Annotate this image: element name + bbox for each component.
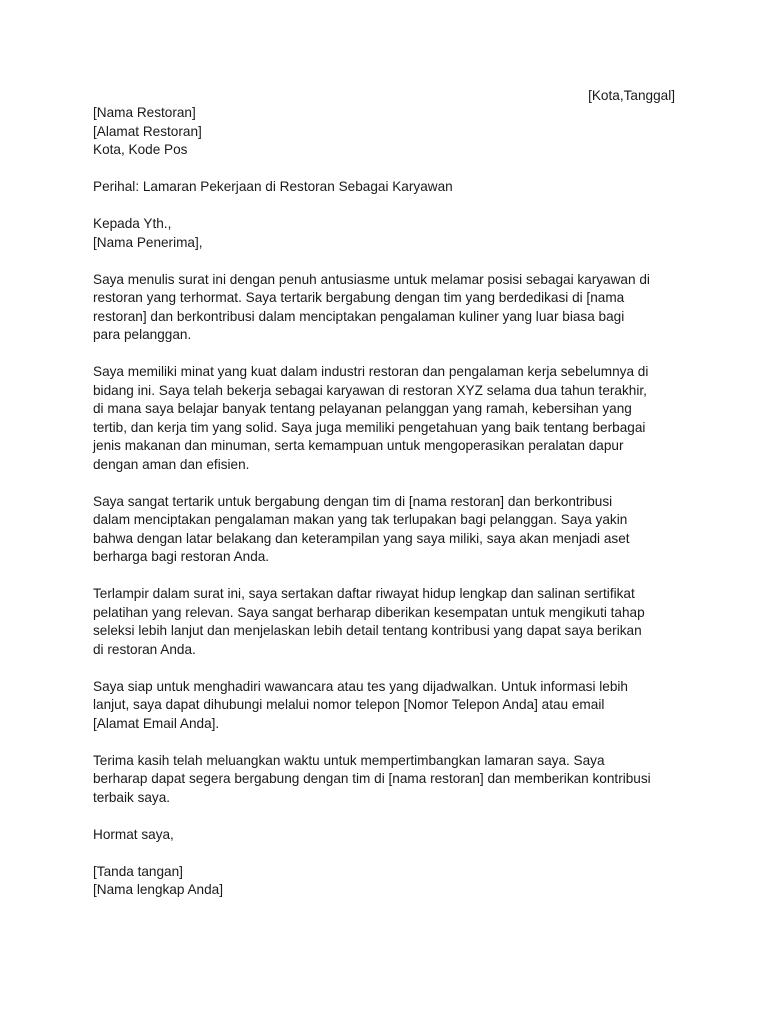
paragraph-line: di mana saya belajar banyak tentang pelayanan pelanggan yang ramah, kebersihan yang [93, 401, 632, 416]
paragraph-line: pelatihan yang relevan. Saya sangat berharap diberikan kesempatan untuk mengikuti tahap [93, 604, 645, 620]
paragraph-contact [93, 678, 693, 734]
paragraph-attachments [93, 585, 693, 659]
recipient-address [93, 104, 693, 160]
paragraph-line: dalam menciptakan pengalaman makan yang tak terlupakan bagi pelanggan. Saya yakin [93, 512, 628, 527]
paragraph-line: Saya siap untuk menghadiri wawancara atau tes yang dijadwalkan. Untuk informasi lebih [93, 678, 628, 694]
paragraph-line: di restoran Anda. [93, 641, 196, 657]
paragraph-line: [Alamat Email Anda]. [93, 715, 220, 731]
recipient-line: [Alamat Restoran] [93, 123, 202, 139]
paragraph-thanks [93, 752, 693, 808]
signature-name: [Nama lengkap Anda] [93, 882, 223, 897]
closing [93, 826, 693, 845]
paragraph-line: jenis makanan dan minuman, serta kemampuan untuk mengoperasikan peralatan dapur [93, 438, 624, 453]
signature-block [93, 863, 693, 900]
paragraph-line: Saya memiliki minat yang kuat dalam industri restoran dan pengalaman kerja sebelumnya di [93, 364, 649, 379]
paragraph-line: restoran] dan berkontribusi dalam menciptakan pengalaman kuliner yang luar biasa bagi [93, 308, 625, 324]
recipient-line: Kota, Kode Pos [93, 142, 188, 157]
paragraph-line: seleksi lebih lanjut dan menjelaskan lebih detail tentang kontribusi yang dapat saya berikan [93, 623, 642, 638]
paragraph-line: tertib, dan kerja tim yang solid. Saya juga memiliki pengetahuan yang baik tentang berbagai [93, 419, 646, 435]
closing-line: Hormat saya, [93, 826, 174, 842]
paragraph-experience [93, 363, 693, 474]
letter-body [93, 104, 693, 918]
paragraph-line: berharga bagi restoran Anda. [93, 549, 270, 564]
paragraph-line: Saya menulis surat ini dengan penuh antusiasme untuk melamar posisi sebagai karyawan di [93, 271, 650, 287]
paragraph-line: restoran yang terhormat. Saya tertarik bergabung dengan tim yang berdedikasi di [nama [93, 290, 625, 305]
salutation-line: [Nama Penerima], [93, 234, 203, 250]
paragraph-line: Saya sangat tertarik untuk bergabung dengan tim di [nama restoran] dan berkontribusi [93, 493, 613, 509]
letter-subject [93, 178, 693, 197]
subject-line: Perihal: Lamaran Pekerjaan di Restoran Sebagai Karyawan [93, 179, 453, 194]
paragraph-line: lanjut, saya dapat dihubungi melalui nomor telepon [Nomor Telepon Anda] atau email [93, 697, 605, 712]
paragraph-line: para pelanggan. [93, 327, 192, 342]
paragraph-line: bidang ini. Saya telah bekerja sebagai karyawan di restoran XYZ selama dua tahun terakhir, [93, 382, 647, 398]
salutation [93, 215, 693, 252]
paragraph-line: terbaik saya. [93, 789, 171, 805]
paragraph-interest [93, 493, 693, 567]
paragraph-line: bahwa dengan latar belakang dan keterampilan yang saya miliki, saya akan menjadi aset [93, 530, 630, 546]
paragraph-line: berharap dapat segera bergabung dengan tim di [nama restoran] dan memberikan kontribusi [93, 771, 651, 786]
letter-date: [Kota,Tanggal] [588, 88, 675, 103]
paragraph-line: Terima kasih telah meluangkan waktu untuk mempertimbangkan lamaran saya. Saya [93, 752, 605, 768]
salutation-line: Kepada Yth., [93, 216, 172, 231]
paragraph-line: dengan aman dan efisien. [93, 456, 250, 472]
signature-line: [Tanda tangan] [93, 863, 183, 879]
recipient-line: [Nama Restoran] [93, 105, 196, 120]
paragraph-line: Terlampir dalam surat ini, saya sertakan daftar riwayat hidup lengkap dan salinan sertifikat [93, 586, 635, 601]
paragraph-intro [93, 271, 693, 345]
